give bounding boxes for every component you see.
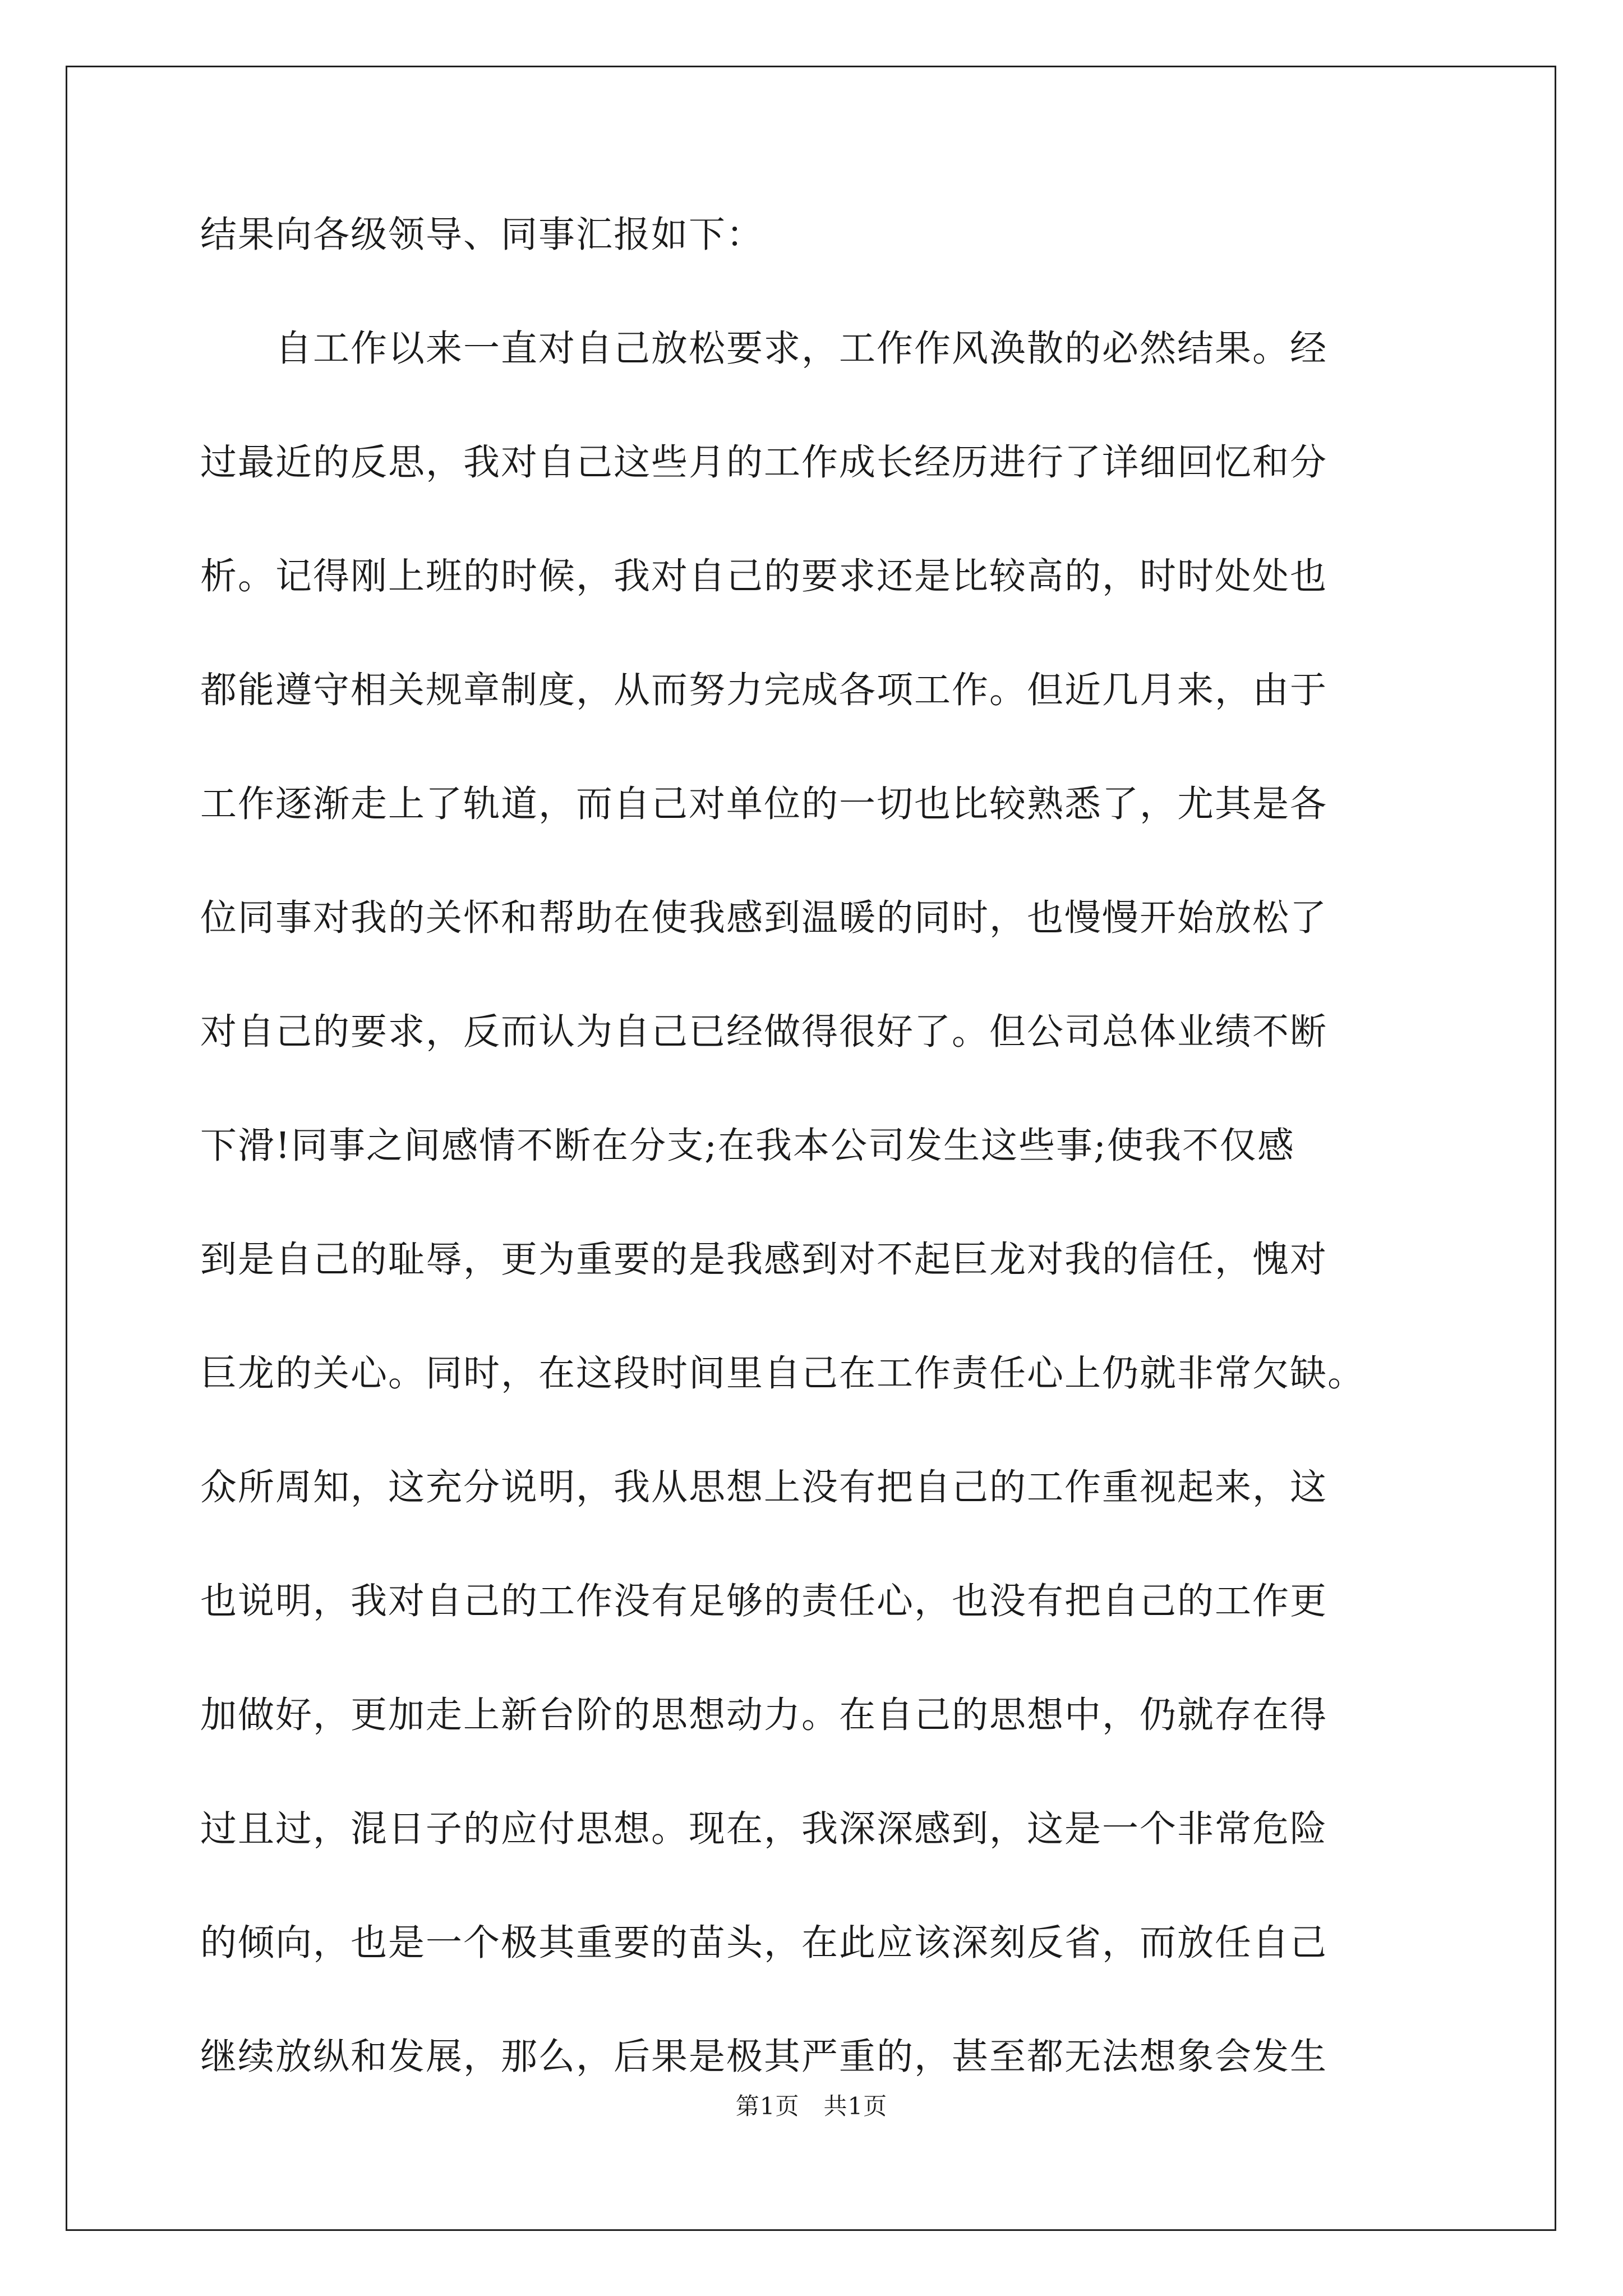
text-line: 析。记得刚上班的时候，我对自己的要求还是比较高的，时时处处也 [200,555,1328,597]
text-line: 工作逐渐走上了轨道，而自己对单位的一切也比较熟悉了，尤其是各 [200,783,1328,825]
text-line: 加做好，更加走上新台阶的思想动力。在自己的思想中，仍就存在得 [200,1694,1328,1736]
text-line: 巨龙的关心。同时，在这段时间里自己在工作责任心上仍就非常欠缺。 [200,1352,1366,1395]
text-line: 的倾向，也是一个极其重要的苗头，在此应该深刻反省，而放任自己 [200,1922,1328,1964]
text-line: 也说明，我对自己的工作没有足够的责任心，也没有把自己的工作更 [200,1580,1328,1622]
text-line: 众所周知，这充分说明，我从思想上没有把自己的工作重视起来，这 [200,1466,1328,1508]
text-line: 过且过，混日子的应付思想。现在，我深深感到，这是一个非常危险 [200,1808,1328,1850]
text-line: 位同事对我的关怀和帮助在使我感到温暖的同时，也慢慢开始放松了 [200,897,1328,939]
text-line: 自工作以来一直对自己放松要求，工作作风涣散的必然结果。经 [200,328,1328,370]
text-line: 过最近的反思，我对自己这些月的工作成长经历进行了详细回忆和分 [200,441,1328,484]
text-line: 到是自己的耻辱，更为重要的是我感到对不起巨龙对我的信任，愧对 [200,1239,1328,1281]
text-line: 都能遵守相关规章制度，从而努力完成各项工作。但近几月来，由于 [200,669,1328,711]
page-number-footer: 第1页 共1页 [735,2092,888,2120]
text-line: 继续放纵和发展，那么，后果是极其严重的，甚至都无法想象会发生 [200,2036,1328,2078]
text-line: 对自己的要求，反而认为自己已经做得很好了。但公司总体业绩不断 [200,1011,1328,1053]
text-line: 下滑!同事之间感情不断在分支;在我本公司发生这些事;使我不仅感 [200,1125,1295,1167]
text-line: 结果向各级领导、同事汇报如下： [200,214,764,256]
